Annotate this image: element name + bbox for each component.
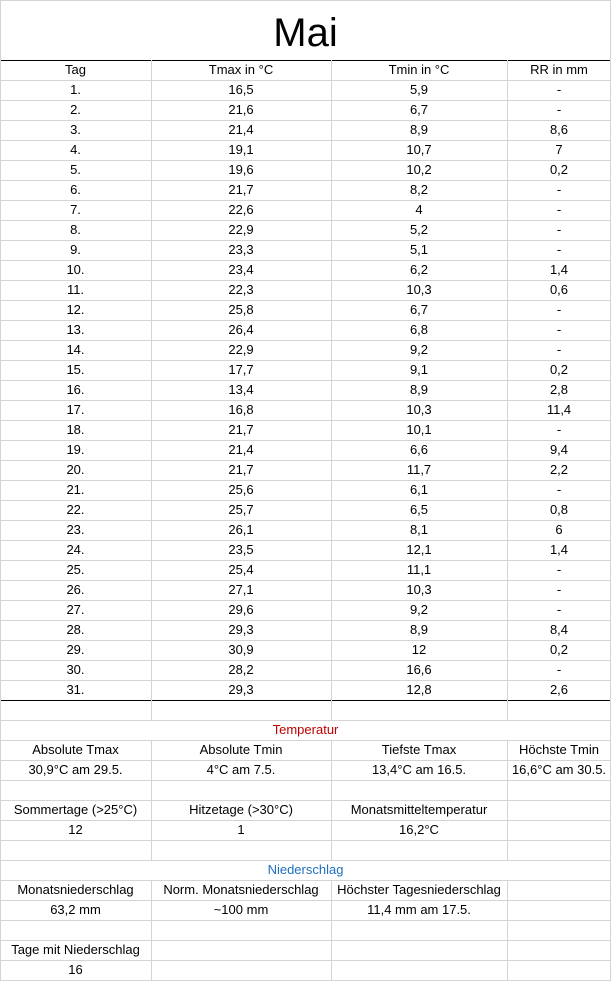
table-cell: 6 bbox=[555, 522, 563, 537]
table-cell: 17. bbox=[66, 402, 85, 417]
row-divider bbox=[0, 900, 611, 901]
table-cell: 29,3 bbox=[228, 682, 254, 697]
column-header: Tag bbox=[65, 62, 86, 77]
table-cell: 3. bbox=[70, 122, 81, 137]
table-cell: 10. bbox=[66, 262, 85, 277]
table-cell: 20. bbox=[66, 462, 85, 477]
table-cell: 21,7 bbox=[228, 422, 254, 437]
stat-label: Monatsmitteltemperatur bbox=[350, 802, 488, 817]
row-divider bbox=[0, 760, 611, 761]
column-divider bbox=[507, 60, 508, 720]
table-cell: 25,7 bbox=[228, 502, 254, 517]
stat-value: 11,4 mm am 17.5. bbox=[367, 902, 471, 917]
table-cell: 6,7 bbox=[409, 102, 429, 117]
row-divider bbox=[0, 620, 611, 621]
row-divider bbox=[0, 340, 611, 341]
row-divider bbox=[0, 960, 611, 961]
row-divider bbox=[0, 720, 611, 721]
row-divider bbox=[0, 380, 611, 381]
table-cell: - bbox=[556, 222, 562, 237]
table-cell: 30,9 bbox=[228, 642, 254, 657]
row-divider bbox=[0, 540, 611, 541]
stat-label: Tiefste Tmax bbox=[381, 742, 457, 757]
table-cell: 6. bbox=[70, 182, 81, 197]
table-cell: 21,7 bbox=[228, 182, 254, 197]
table-cell: 29,3 bbox=[228, 622, 254, 637]
table-cell: 25. bbox=[66, 562, 85, 577]
table-cell: 4. bbox=[70, 142, 81, 157]
row-divider bbox=[0, 200, 611, 201]
table-cell: 21,4 bbox=[228, 122, 254, 137]
table-cell: 23,4 bbox=[228, 262, 254, 277]
table-cell: 19,6 bbox=[228, 162, 254, 177]
table-cell: 22,9 bbox=[228, 342, 254, 357]
table-cell: - bbox=[556, 482, 562, 497]
table-cell: 12,8 bbox=[406, 682, 432, 697]
table-cell: 10,3 bbox=[406, 402, 432, 417]
column-divider bbox=[507, 880, 508, 981]
column-divider bbox=[507, 740, 508, 860]
table-cell: - bbox=[556, 562, 562, 577]
table-cell: 22. bbox=[66, 502, 85, 517]
table-cell: 24. bbox=[66, 542, 85, 557]
table-cell: 2. bbox=[70, 102, 81, 117]
row-divider bbox=[0, 460, 611, 461]
table-cell: 1. bbox=[70, 82, 81, 97]
table-cell: 26. bbox=[66, 582, 85, 597]
table-cell: 12. bbox=[66, 302, 85, 317]
stat-value: 16 bbox=[68, 962, 83, 977]
row-divider bbox=[0, 400, 611, 401]
table-cell: 23,5 bbox=[228, 542, 254, 557]
table-cell: 25,4 bbox=[228, 562, 254, 577]
row-divider bbox=[0, 320, 611, 321]
table-cell: - bbox=[556, 322, 562, 337]
table-cell: 17,7 bbox=[228, 362, 254, 377]
table-cell: - bbox=[556, 242, 562, 257]
column-divider bbox=[331, 60, 332, 720]
row-divider bbox=[0, 480, 611, 481]
table-cell: 21,7 bbox=[228, 462, 254, 477]
row-divider bbox=[0, 640, 611, 641]
table-cell: 29. bbox=[66, 642, 85, 657]
stat-value: 16,2°C bbox=[399, 822, 439, 837]
table-cell: 22,9 bbox=[228, 222, 254, 237]
row-divider bbox=[0, 560, 611, 561]
row-divider bbox=[0, 780, 611, 781]
table-cell: 8,9 bbox=[409, 382, 429, 397]
table-cell: 5,1 bbox=[409, 242, 429, 257]
table-cell: 0,2 bbox=[549, 162, 569, 177]
table-cell: 12,1 bbox=[406, 542, 432, 557]
table-cell: 26,1 bbox=[228, 522, 254, 537]
stat-value: ~100 mm bbox=[213, 902, 269, 917]
table-cell: 13,4 bbox=[228, 382, 254, 397]
stat-label: Monatsniederschlag bbox=[17, 882, 134, 897]
table-cell: 23. bbox=[66, 522, 85, 537]
row-divider bbox=[0, 820, 611, 821]
table-cell: 0,8 bbox=[549, 502, 569, 517]
table-cell: 8. bbox=[70, 222, 81, 237]
row-divider bbox=[0, 500, 611, 501]
table-cell: 30. bbox=[66, 662, 85, 677]
table-cell: - bbox=[556, 602, 562, 617]
stat-value: 30,9°C am 29.5. bbox=[28, 762, 123, 777]
row-divider bbox=[0, 420, 611, 421]
table-cell: 8,9 bbox=[409, 622, 429, 637]
table-cell: 9,1 bbox=[409, 362, 429, 377]
month-title: Mai bbox=[273, 11, 338, 55]
table-cell: - bbox=[556, 82, 562, 97]
table-cell: - bbox=[556, 342, 562, 357]
table-cell: 10,7 bbox=[406, 142, 432, 157]
table-cell: 4 bbox=[415, 202, 423, 217]
stat-label: Tage mit Niederschlag bbox=[11, 942, 140, 957]
stat-label: Absolute Tmax bbox=[32, 742, 119, 757]
table-cell: 21,6 bbox=[228, 102, 254, 117]
precipitation-heading: Niederschlag bbox=[267, 862, 344, 877]
row-divider bbox=[0, 700, 611, 701]
row-divider bbox=[0, 240, 611, 241]
table-cell: 25,8 bbox=[228, 302, 254, 317]
table-cell: 9,4 bbox=[549, 442, 569, 457]
row-divider bbox=[0, 580, 611, 581]
row-divider bbox=[0, 0, 611, 1]
table-cell: 28,2 bbox=[228, 662, 254, 677]
table-cell: 16,8 bbox=[228, 402, 254, 417]
table-cell: 10,1 bbox=[406, 422, 432, 437]
table-cell: 11,4 bbox=[546, 402, 572, 417]
row-divider bbox=[0, 840, 611, 841]
stat-value: 63,2 mm bbox=[50, 902, 101, 917]
column-header: Tmin in °C bbox=[388, 62, 450, 77]
table-cell: 10,3 bbox=[406, 582, 432, 597]
table-cell: 18. bbox=[66, 422, 85, 437]
table-cell: 27. bbox=[66, 602, 85, 617]
table-cell: 6,2 bbox=[409, 262, 429, 277]
column-header: RR in mm bbox=[530, 62, 588, 77]
table-cell: 8,4 bbox=[549, 622, 569, 637]
row-divider bbox=[0, 220, 611, 221]
table-cell: 7 bbox=[555, 142, 563, 157]
table-cell: 0,2 bbox=[549, 362, 569, 377]
table-cell: 9,2 bbox=[409, 342, 429, 357]
table-cell: 5,2 bbox=[409, 222, 429, 237]
row-divider bbox=[0, 600, 611, 601]
stat-value: 12 bbox=[68, 822, 83, 837]
table-cell: 21. bbox=[66, 482, 85, 497]
table-cell: 8,1 bbox=[409, 522, 429, 537]
row-divider bbox=[0, 880, 611, 881]
table-cell: 9,2 bbox=[409, 602, 429, 617]
column-header: Tmax in °C bbox=[208, 62, 274, 77]
table-cell: 12 bbox=[411, 642, 427, 657]
table-cell: 8,9 bbox=[409, 122, 429, 137]
row-divider bbox=[0, 180, 611, 181]
row-divider bbox=[0, 520, 611, 521]
table-cell: 26,4 bbox=[228, 322, 254, 337]
table-cell: 11,1 bbox=[406, 562, 432, 577]
row-divider bbox=[0, 440, 611, 441]
row-divider bbox=[0, 80, 611, 81]
row-divider bbox=[0, 360, 611, 361]
table-cell: 16. bbox=[66, 382, 85, 397]
column-divider bbox=[151, 740, 152, 860]
table-cell: 15. bbox=[66, 362, 85, 377]
table-cell: 22,6 bbox=[228, 202, 254, 217]
table-cell: 13. bbox=[66, 322, 85, 337]
table-cell: - bbox=[556, 202, 562, 217]
table-cell: 9. bbox=[70, 242, 81, 257]
table-cell: 19. bbox=[66, 442, 85, 457]
table-cell: 16,6 bbox=[406, 662, 432, 677]
stat-label: Absolute Tmin bbox=[199, 742, 283, 757]
row-divider bbox=[0, 940, 611, 941]
table-cell: 8,6 bbox=[549, 122, 569, 137]
table-cell: 14. bbox=[66, 342, 85, 357]
table-cell: - bbox=[556, 422, 562, 437]
row-divider bbox=[0, 660, 611, 661]
stat-value: 1 bbox=[237, 822, 245, 837]
row-divider bbox=[0, 920, 611, 921]
table-cell: 6,7 bbox=[409, 302, 429, 317]
table-cell: 1,4 bbox=[549, 542, 569, 557]
table-cell: 31. bbox=[66, 682, 85, 697]
row-divider bbox=[0, 280, 611, 281]
table-cell: 6,8 bbox=[409, 322, 429, 337]
row-divider bbox=[0, 800, 611, 801]
column-divider bbox=[151, 60, 152, 720]
table-cell: - bbox=[556, 582, 562, 597]
table-cell: 22,3 bbox=[228, 282, 254, 297]
table-cell: 21,4 bbox=[228, 442, 254, 457]
table-cell: 29,6 bbox=[228, 602, 254, 617]
row-divider bbox=[0, 860, 611, 861]
row-divider bbox=[0, 300, 611, 301]
stat-label: Sommertage (>25°C) bbox=[13, 802, 138, 817]
stat-value: 16,6°C am 30.5. bbox=[511, 762, 607, 777]
table-cell: 28. bbox=[66, 622, 85, 637]
table-cell: 6,1 bbox=[409, 482, 429, 497]
row-divider bbox=[0, 160, 611, 161]
stat-label: Höchster Tagesniederschlag bbox=[337, 882, 501, 897]
table-cell: 11,7 bbox=[406, 462, 432, 477]
table-cell: 0,6 bbox=[549, 282, 569, 297]
stat-value: 4°C am 7.5. bbox=[206, 762, 276, 777]
table-cell: 2,8 bbox=[549, 382, 569, 397]
row-divider bbox=[0, 680, 611, 681]
table-cell: 11. bbox=[66, 282, 85, 297]
table-cell: 2,6 bbox=[549, 682, 569, 697]
row-divider bbox=[0, 120, 611, 121]
table-cell: 7. bbox=[70, 202, 81, 217]
table-cell: 25,6 bbox=[228, 482, 254, 497]
column-divider bbox=[331, 880, 332, 981]
table-cell: 23,3 bbox=[228, 242, 254, 257]
table-cell: 5,9 bbox=[409, 82, 429, 97]
table-cell: 19,1 bbox=[228, 142, 254, 157]
row-divider bbox=[0, 260, 611, 261]
table-cell: 1,4 bbox=[549, 262, 569, 277]
column-divider bbox=[331, 740, 332, 860]
table-cell: 0,2 bbox=[549, 642, 569, 657]
table-cell: 2,2 bbox=[549, 462, 569, 477]
column-divider bbox=[151, 880, 152, 981]
table-cell: 10,2 bbox=[406, 162, 432, 177]
stat-value: 13,4°C am 16.5. bbox=[371, 762, 467, 777]
table-cell: 8,2 bbox=[409, 182, 429, 197]
table-cell: - bbox=[556, 302, 562, 317]
stat-label: Hitzetage (>30°C) bbox=[189, 802, 293, 817]
stat-label: Höchste Tmin bbox=[519, 742, 599, 757]
row-divider bbox=[0, 740, 611, 741]
stat-label: Norm. Monatsniederschlag bbox=[163, 882, 319, 897]
row-divider bbox=[0, 140, 611, 141]
table-cell: 27,1 bbox=[228, 582, 254, 597]
table-cell: 6,5 bbox=[409, 502, 429, 517]
table-cell: - bbox=[556, 102, 562, 117]
table-cell: 6,6 bbox=[409, 442, 429, 457]
table-cell: 5. bbox=[70, 162, 81, 177]
row-divider bbox=[0, 100, 611, 101]
row-divider bbox=[0, 60, 611, 61]
table-cell: - bbox=[556, 182, 562, 197]
table-cell: 16,5 bbox=[228, 82, 254, 97]
column-divider bbox=[0, 0, 1, 981]
table-cell: 10,3 bbox=[406, 282, 432, 297]
temperature-heading: Temperatur bbox=[272, 722, 339, 737]
table-cell: - bbox=[556, 662, 562, 677]
